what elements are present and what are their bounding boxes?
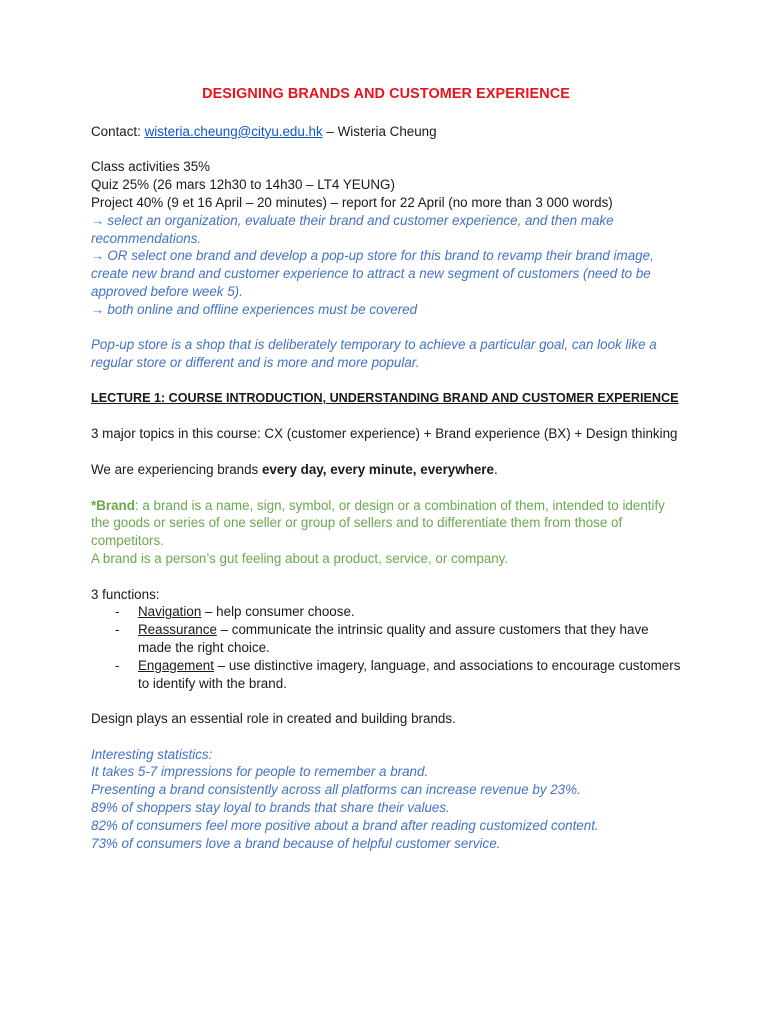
project-option-2-text: OR select one brand and develop a pop-up store for this brand to revamp their brand image, create new brand and customer experience to attract a new segment of customers (need to be approved before week 5). bbox=[91, 248, 654, 299]
project-option-1-text: select an organization, evaluate their brand and customer experience, and then make recommendations. bbox=[91, 212, 614, 246]
statistics-heading: Interesting statistics: bbox=[91, 746, 213, 762]
course-topics: 3 major topics in this course: CX (customer experience) + Brand experience (BX) + Design thinking bbox=[91, 426, 678, 442]
experiencing-prefix: We are experiencing brands bbox=[91, 461, 262, 477]
brand-definition bbox=[91, 497, 681, 550]
popup-store-note: Pop-up store is a shop that is deliberately temporary to achieve a particular goal, can look like a regular store or different and is more and more popular. bbox=[91, 337, 657, 371]
contact-label: Contact: bbox=[91, 123, 145, 139]
statistic-item: 89% of shoppers stay loyal to brands that share their values. bbox=[91, 800, 450, 816]
grading-class-activities: Class activities 35% bbox=[91, 159, 211, 175]
statistic-item: Presenting a brand consistently across all platforms can increase revenue by 23%. bbox=[91, 782, 581, 798]
project-option-3 bbox=[91, 301, 681, 319]
function-term: Reassurance bbox=[138, 622, 217, 638]
function-desc: – help consumer choose. bbox=[201, 604, 355, 620]
experiencing-brands bbox=[91, 461, 681, 479]
contact-email-link[interactable]: wisteria.cheung@cityu.edu.hk bbox=[144, 123, 323, 139]
contact-name: – Wisteria Cheung bbox=[322, 123, 437, 139]
experiencing-suffix: . bbox=[493, 461, 498, 477]
document-title: DESIGNING BRANDS AND CUSTOMER EXPERIENCE bbox=[202, 86, 570, 102]
grading-quiz: Quiz 25% (26 mars 12h30 to 14h30 – LT4 YEUNG) bbox=[91, 177, 395, 193]
project-option-2 bbox=[91, 247, 681, 300]
contact-line bbox=[91, 123, 681, 141]
design-role: Design plays an essential role in created and building brands. bbox=[91, 711, 456, 727]
brand-definition-text: : a brand is a name, sign, symbol, or design or a combination of them, intended to identify the goods or series of one seller or group of sellers and to differentiate them from those of competitors. bbox=[91, 497, 665, 549]
functions-list bbox=[91, 603, 681, 692]
statistic-item: It takes 5-7 impressions for people to remember a brand. bbox=[91, 764, 429, 780]
statistics-block bbox=[91, 746, 681, 853]
brand-term: *Brand bbox=[91, 497, 135, 513]
list-item bbox=[91, 657, 681, 693]
arrow-right-icon: → bbox=[91, 301, 105, 317]
dash-bullet: - bbox=[115, 622, 120, 638]
project-option-3-text: both online and offline experiences must be covered bbox=[107, 301, 418, 317]
lecture-heading: LECTURE 1: COURSE INTRODUCTION, UNDERSTANDING BRAND AND CUSTOMER EXPERIENCE bbox=[91, 390, 679, 405]
statistic-item: 82% of consumers feel more positive about a brand after reading customized content. bbox=[91, 817, 599, 833]
function-desc: – communicate the intrinsic quality and assure customers that they have made the right choice. bbox=[138, 622, 649, 655]
experiencing-emphasis: every day, every minute, everywhere bbox=[261, 461, 494, 477]
list-item bbox=[91, 603, 681, 621]
function-term: Engagement bbox=[138, 657, 214, 673]
list-item bbox=[91, 621, 681, 657]
dash-bullet: - bbox=[115, 657, 120, 673]
arrow-right-icon: → bbox=[91, 248, 105, 264]
statistic-item: 73% of consumers love a brand because of helpful customer service. bbox=[91, 835, 501, 851]
arrow-right-icon: → bbox=[91, 212, 105, 228]
dash-bullet: - bbox=[115, 604, 120, 620]
function-desc: – use distinctive imagery, language, and associations to encourage customers to identify with the brand. bbox=[138, 657, 681, 691]
brand-gut-feeling: A brand is a person’s gut feeling about a product, service, or company. bbox=[91, 550, 509, 566]
functions-heading: 3 functions: bbox=[91, 586, 160, 602]
function-term: Navigation bbox=[138, 604, 202, 620]
document-page bbox=[91, 86, 681, 852]
grading-project: Project 40% (9 et 16 April – 20 minutes) – report for 22 April (no more than 3 000 words) bbox=[91, 194, 613, 210]
project-option-1 bbox=[91, 212, 681, 248]
